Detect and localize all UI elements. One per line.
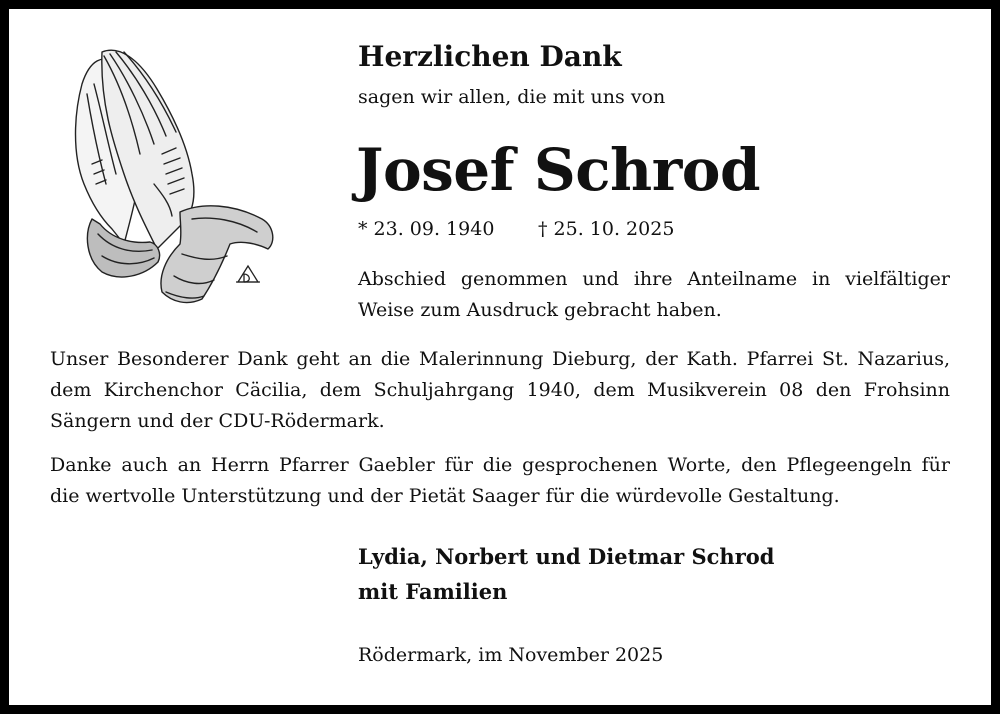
birth-date: * 23. 09. 1940: [358, 218, 495, 240]
paragraph-line: dem Kirchenchor Cäcilia, dem Schuljahrgang 1940, dem Musikverein 08 den Frohsinn: [50, 379, 950, 401]
paragraph-line: die wertvolle Unterstützung und der Pietät Saager für die würdevolle Gestaltung.: [50, 485, 840, 507]
paragraph-line: Danke auch an Herrn Pfarrer Gaebler für die gesprochenen Worte, den Pflegeengeln für: [50, 454, 950, 476]
paragraph-line: Unser Besonderer Dank geht an die Malerinnung Dieburg, der Kath. Pfarrei St. Nazarius,: [50, 348, 950, 370]
additional-thanks-paragraph: [50, 450, 950, 512]
paragraph-line: Sängern und der CDU-Rödermark.: [50, 410, 385, 432]
special-thanks-paragraph: [50, 344, 950, 437]
death-date: † 25. 10. 2025: [538, 218, 675, 240]
place-date: Rödermark, im November 2025: [358, 644, 664, 666]
signature-names: Lydia, Norbert und Dietmar Schrod: [358, 544, 775, 569]
signature-family: mit Familien: [358, 579, 508, 604]
farewell-paragraph: [358, 264, 950, 326]
deceased-name: Josef Schrod: [356, 136, 760, 204]
thanks-heading: Herzlichen Dank: [358, 40, 622, 73]
praying-hands-icon: [62, 44, 282, 319]
paragraph-line: Weise zum Ausdruck gebracht haben.: [358, 299, 722, 321]
paragraph-line: Abschied genommen und ihre Anteilname in vielfältiger: [358, 268, 950, 290]
intro-text: sagen wir allen, die mit uns von: [358, 86, 666, 108]
